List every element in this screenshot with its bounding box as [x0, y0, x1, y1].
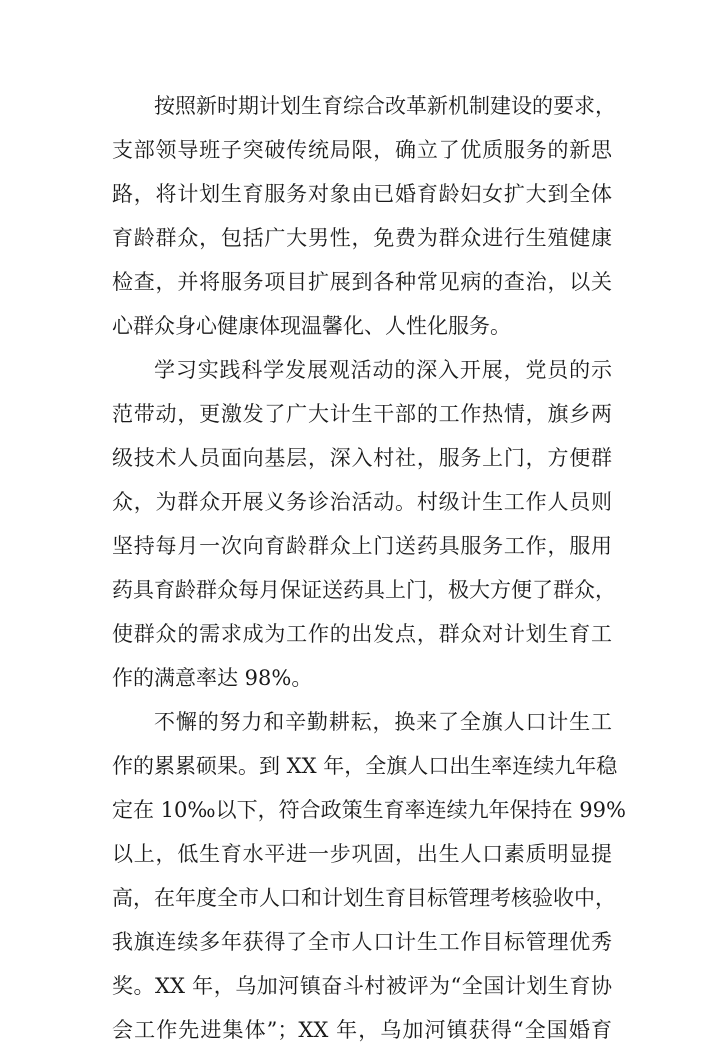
paragraph-3-line-6: 我旗连续多年获得了全市人口计生工作目标管理优秀 — [112, 930, 612, 954]
paragraph-1-line-2: 支部领导班子突破传统局限，确立了优质服务的新思 — [112, 138, 612, 162]
paragraph-3-line-2: 作的累累硕果。到 XX 年，全旗人口出生率连续九年稳 — [112, 754, 618, 778]
paragraph-1-line-3: 路，将计划生育服务对象由已婚育龄妇女扩大到全体 — [112, 182, 612, 206]
paragraph-3-line-7: 奖。XX 年，乌加河镇奋斗村被评为“全国计划生育协 — [112, 974, 612, 998]
paragraph-2-line-3: 级技术人员面向基层，深入村社，服务上门，方便群 — [112, 446, 612, 470]
document-body — [112, 84, 626, 1052]
paragraph-2-line-1: 学习实践科学发展观活动的深入开展，党员的示 — [154, 358, 612, 382]
paragraph-2-line-8: 作的满意率达 98%。 — [112, 666, 313, 690]
paragraph-3-line-3: 定在 10‰以下，符合政策生育率连续九年保持在 99% — [112, 798, 626, 822]
paragraph-1-line-5: 检查，并将服务项目扩展到各种常见病的查治，以关 — [112, 270, 612, 294]
paragraph-3-line-1: 不懈的努力和辛勤耕耘，换来了全旗人口计生工 — [154, 710, 612, 734]
paragraph-2-line-7: 使群众的需求成为工作的出发点，群众对计划生育工 — [112, 622, 612, 646]
paragraph-1-line-6: 心群众身心健康体现温馨化、人性化服务。 — [112, 314, 511, 338]
paragraph-1-line-4: 育龄群众，包括广大男性，免费为群众进行生殖健康 — [112, 226, 612, 250]
paragraph-3-line-4: 以上，低生育水平进一步巩固，出生人口素质明显提 — [112, 842, 612, 866]
paragraph-2-line-2: 范带动，更激发了广大计生干部的工作热情，旗乡两 — [112, 402, 612, 426]
paragraph-1-line-1: 按照新时期计划生育综合改革新机制建设的要求， — [154, 94, 616, 118]
paragraph-3-line-8: 会工作先进集体”；XX 年，乌加河镇获得“全国婚育 — [112, 1018, 612, 1042]
paragraph-2-line-5: 坚持每月一次向育龄群众上门送药具服务工作，服用 — [112, 534, 612, 558]
paragraph-3-line-5: 高，在年度全市人口和计划生育目标管理考核验收中， — [112, 886, 616, 910]
paragraph-2-line-6: 药具育龄群众每月保证送药具上门，极大方便了群众， — [112, 578, 616, 602]
paragraph-2-line-4: 众，为群众开展义务诊治活动。村级计生工作人员则 — [112, 490, 612, 514]
